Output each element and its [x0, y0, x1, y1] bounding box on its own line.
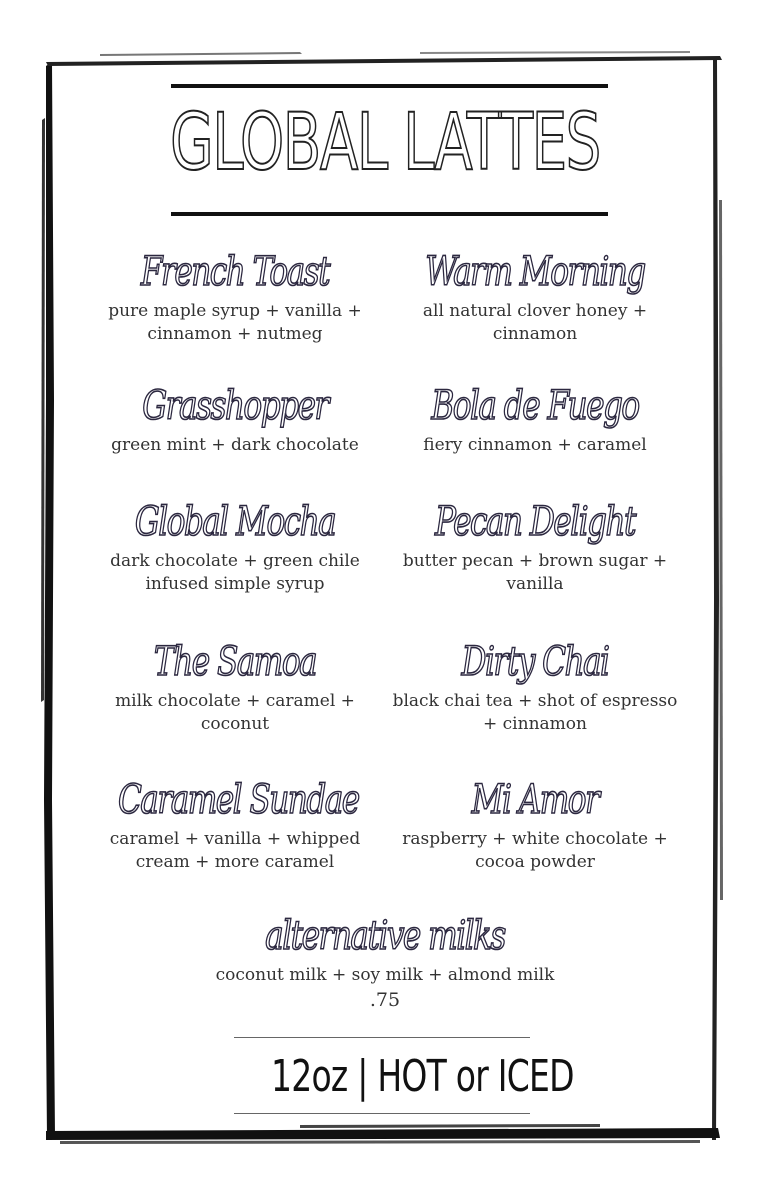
alternative-milks-heading: alternative milks [265, 913, 505, 959]
item-name: The Samoa [153, 639, 317, 685]
menu-title: GLOBAL LATTES [170, 98, 600, 188]
menu-item-caramel-sundae [85, 776, 385, 874]
item-name: Mi Amor [471, 777, 599, 823]
item-name: Caramel Sundae [118, 777, 359, 823]
item-description: caramel + vanilla + whipped cream + more caramel [109, 829, 361, 872]
alternative-milks-section [185, 912, 585, 1013]
alternative-milks-description: coconut milk + soy milk + almond milk [215, 965, 555, 985]
item-description: raspberry + white chocolate + cocoa powder [402, 829, 668, 872]
item-description: all natural clover honey + cinnamon [422, 301, 648, 344]
item-name: Bola de Fuego [431, 383, 639, 429]
menu-item-mi-amor [385, 776, 685, 874]
footer-rule-bottom [234, 1113, 530, 1114]
menu-item-global-mocha [85, 498, 385, 596]
alternative-milks-price: .75 [369, 989, 401, 1011]
menu-item-grasshopper [85, 382, 385, 457]
size-footer: 12oz | HOT or ICED [271, 1051, 574, 1102]
menu-item-french-toast [85, 248, 385, 346]
item-name: Grasshopper [142, 383, 328, 429]
title-rule-top [171, 84, 608, 88]
item-name: French Toast [140, 249, 330, 295]
item-description: green mint + dark chocolate [111, 435, 359, 455]
menu-item-pecan-delight [385, 498, 685, 596]
item-description: fiery cinnamon + caramel [423, 435, 647, 455]
menu-item-dirty-chai [385, 638, 685, 736]
item-name: Warm Morning [425, 249, 645, 295]
menu-item-bola-de-fuego [385, 382, 685, 457]
menu-item-warm-morning [385, 248, 685, 346]
item-name: Pecan Delight [435, 499, 635, 545]
menu-item-the-samoa [85, 638, 385, 736]
item-description: dark chocolate + green chile infused simple syrup [110, 551, 360, 594]
item-name: Global Mocha [134, 499, 336, 545]
title-rule-bottom [171, 212, 608, 216]
item-name: Dirty Chai [461, 639, 609, 685]
item-description: milk chocolate + caramel + coconut [115, 691, 355, 734]
item-description: black chai tea + shot of espresso + cinnamon [392, 691, 678, 734]
item-description: butter pecan + brown sugar + vanilla [402, 551, 668, 594]
item-description: pure maple syrup + vanilla + cinnamon + nutmeg [108, 301, 362, 344]
footer-rule-top [234, 1037, 530, 1038]
